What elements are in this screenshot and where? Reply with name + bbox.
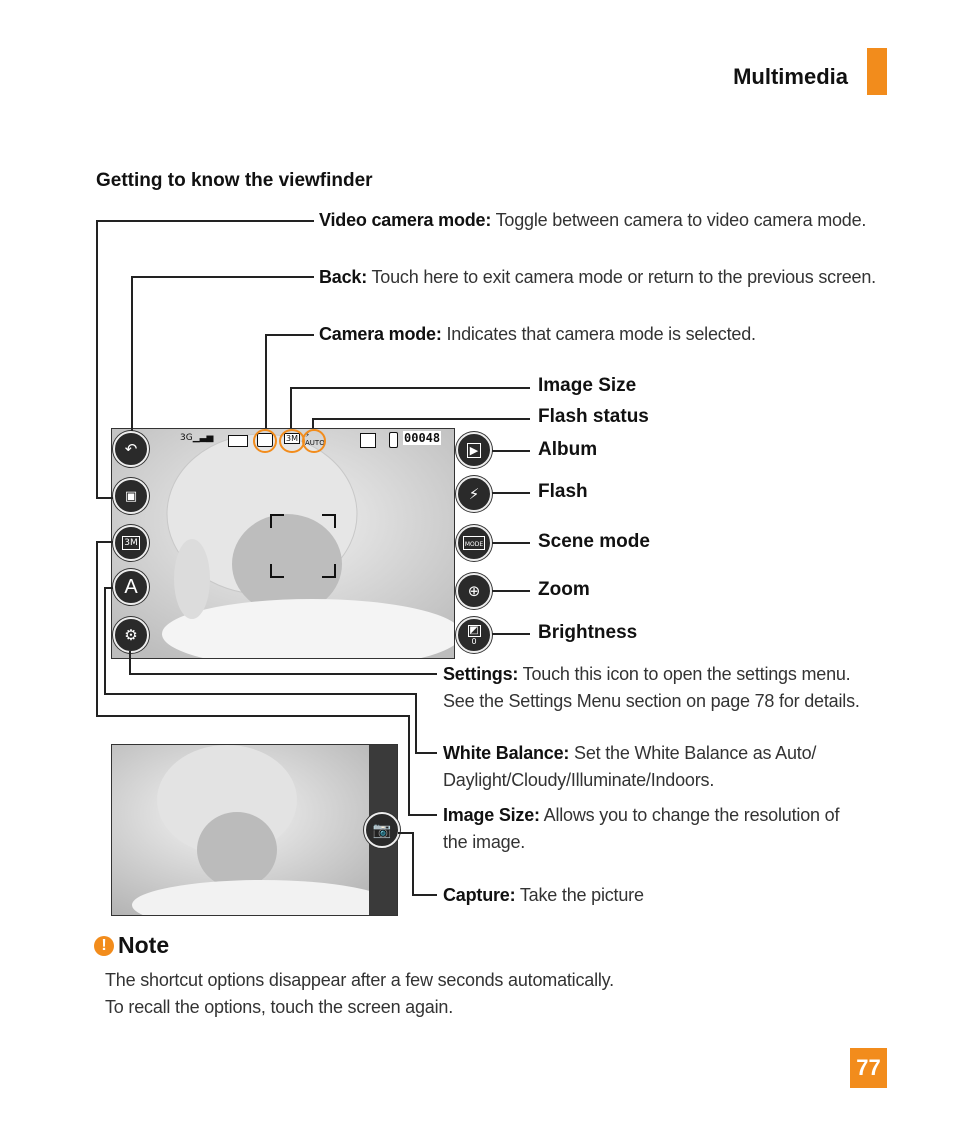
callout-settings bbox=[443, 661, 860, 715]
label-zoom: Zoom bbox=[538, 579, 590, 600]
callout-term: Settings: bbox=[443, 664, 519, 684]
callout-term: Image Size: bbox=[443, 805, 540, 825]
settings-button[interactable] bbox=[113, 617, 149, 653]
subheading: Getting to know the viewfinder bbox=[96, 170, 373, 191]
white-balance-icon: A bbox=[124, 575, 138, 598]
note-line-2: To recall the options, touch the screen again. bbox=[105, 997, 454, 1017]
scene-icon: MODE bbox=[463, 536, 485, 550]
leader-flash bbox=[492, 492, 530, 494]
callout-image-size bbox=[443, 802, 839, 856]
leader-capture-v bbox=[412, 832, 414, 895]
scene-mode-button[interactable] bbox=[456, 525, 492, 561]
callout-text: Toggle between camera to video camera mode. bbox=[491, 210, 867, 230]
callout-term: Capture: bbox=[443, 885, 516, 905]
camera-icon: 📷 bbox=[372, 821, 392, 839]
callout-text: Take the picture bbox=[515, 885, 644, 905]
leader-flash-status bbox=[312, 418, 530, 420]
callout-back bbox=[319, 264, 876, 291]
focus-bracket-tr bbox=[322, 514, 336, 528]
callout-term: White Balance: bbox=[443, 743, 570, 763]
leader-wb-v bbox=[104, 587, 106, 694]
baby-photo bbox=[112, 429, 454, 658]
brightness-icon: ◩ bbox=[469, 624, 479, 636]
callout-text: Indicates that camera mode is selected. bbox=[441, 324, 756, 344]
leader-isize-v bbox=[96, 541, 98, 716]
zoom-icon: ⊕ bbox=[467, 582, 481, 600]
note-body bbox=[105, 967, 614, 1021]
leader-flash-status-v bbox=[312, 418, 314, 428]
album-button[interactable] bbox=[456, 432, 492, 468]
label-flash: Flash bbox=[538, 481, 588, 502]
section-title: Multimedia bbox=[733, 64, 848, 89]
capture-screen[interactable] bbox=[111, 744, 398, 916]
label-brightness: Brightness bbox=[538, 622, 638, 643]
leader-camera-mode-v bbox=[265, 334, 267, 428]
leader-isize-v2 bbox=[408, 715, 410, 815]
callout-term: Back: bbox=[319, 267, 368, 287]
shot-counter: 00048 bbox=[404, 431, 441, 445]
leader-back bbox=[131, 276, 314, 278]
video-camera-icon: ▣ bbox=[124, 488, 138, 504]
leader-camera-mode bbox=[265, 334, 314, 336]
callout-text-2: See the Settings Menu section on page 78 for details. bbox=[443, 691, 860, 711]
leader-capture-h0 bbox=[398, 832, 413, 834]
leader-scene-mode bbox=[492, 542, 530, 544]
callout-term: Video camera mode: bbox=[319, 210, 492, 230]
flash-status-highlight bbox=[302, 429, 326, 453]
label-album: Album bbox=[538, 439, 598, 460]
label-flash-status: Flash status bbox=[538, 406, 649, 427]
leader-album bbox=[492, 450, 530, 452]
leader-wb-v2 bbox=[415, 693, 417, 753]
camera-mode-highlight bbox=[253, 429, 277, 453]
note-line-1: The shortcut options disappear after a few seconds automatically. bbox=[105, 970, 614, 990]
viewfinder-screen[interactable] bbox=[111, 428, 455, 659]
leader-brightness bbox=[492, 633, 530, 635]
section-tab bbox=[867, 48, 887, 95]
gear-icon: ⚙ bbox=[124, 626, 138, 644]
white-balance-button[interactable] bbox=[113, 569, 149, 605]
leader-isize-h1 bbox=[96, 541, 113, 543]
size-icon: 3M bbox=[124, 538, 138, 548]
leader-settings-v bbox=[129, 651, 131, 674]
video-mode-button[interactable] bbox=[113, 478, 149, 514]
phone-storage-icon bbox=[389, 432, 398, 448]
leader-wb-h2 bbox=[104, 693, 416, 695]
callout-text: Set the White Balance as Auto/ bbox=[569, 743, 817, 763]
callout-capture bbox=[443, 882, 644, 909]
leader-video-mode-v bbox=[96, 220, 98, 498]
leader-zoom bbox=[492, 590, 530, 592]
label-scene-mode: Scene mode bbox=[538, 531, 650, 552]
leader-wb-h3 bbox=[415, 752, 437, 754]
leader-back-v bbox=[131, 276, 133, 431]
zoom-button[interactable] bbox=[456, 573, 492, 609]
brightness-button[interactable] bbox=[456, 617, 492, 653]
leader-video-mode bbox=[96, 220, 314, 222]
warning-icon: ! bbox=[94, 936, 114, 956]
callout-video-mode bbox=[319, 207, 866, 234]
callout-text: Touch this icon to open the settings menu. bbox=[518, 664, 851, 684]
flash-auto-icon: ⚡ AUTO bbox=[305, 431, 325, 447]
leader-settings bbox=[129, 673, 437, 675]
leader-isize-h2 bbox=[96, 715, 409, 717]
leader-image-size-v bbox=[290, 387, 292, 428]
callout-white-balance bbox=[443, 740, 816, 794]
note-title: Note bbox=[118, 932, 170, 958]
network-icon: 3G▁▃▅ bbox=[180, 433, 214, 443]
network-label: 3G bbox=[180, 433, 193, 443]
image-size-badge: 3M bbox=[286, 434, 298, 443]
leader-isize-h3 bbox=[408, 814, 437, 816]
flash-auto-label: AUTO bbox=[305, 439, 325, 447]
focus-bracket-br bbox=[322, 564, 336, 578]
callout-text-2: the image. bbox=[443, 832, 526, 852]
battery-icon bbox=[228, 435, 248, 447]
album-icon: ▶ bbox=[467, 443, 481, 458]
leader-capture bbox=[412, 894, 437, 896]
brightness-value: 0 bbox=[471, 636, 477, 646]
callout-camera-mode bbox=[319, 321, 756, 348]
callout-text-2: Daylight/Cloudy/Illuminate/Indoors. bbox=[443, 770, 715, 790]
label-image-size: Image Size bbox=[538, 375, 637, 396]
leader-video-mode-h2 bbox=[96, 497, 113, 499]
back-icon: ↶ bbox=[124, 440, 138, 458]
capture-button[interactable] bbox=[364, 812, 400, 848]
baby-photo-2 bbox=[112, 745, 397, 915]
flash-button[interactable] bbox=[456, 476, 492, 512]
callout-text: Touch here to exit camera mode or return to the previous screen. bbox=[367, 267, 876, 287]
focus-bracket-tl bbox=[270, 514, 284, 528]
leader-image-size bbox=[290, 387, 530, 389]
image-size-button[interactable] bbox=[113, 525, 149, 561]
callout-term: Camera mode: bbox=[319, 324, 442, 344]
callout-text: Allows you to change the resolution of bbox=[539, 805, 840, 825]
focus-bracket-bl bbox=[270, 564, 284, 578]
page-number: 77 bbox=[850, 1048, 887, 1088]
memory-icon bbox=[360, 433, 376, 448]
back-button[interactable] bbox=[113, 431, 149, 467]
flash-icon: ⚡ bbox=[468, 485, 480, 503]
